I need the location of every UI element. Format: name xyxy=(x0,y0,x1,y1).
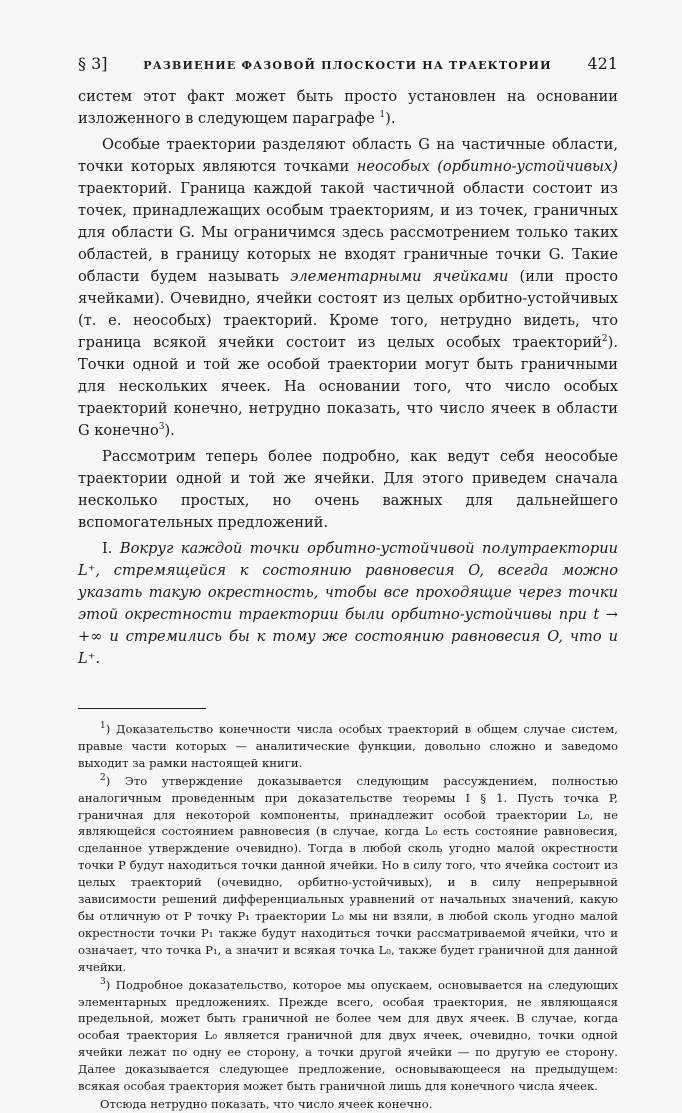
page-number: 421 xyxy=(587,54,618,73)
footnote-3: $^3$) Подробное доказательство, которое мы опускаем, основывается на следующих элементарных предложениях. Прежде всего, особая траектория, не являющаяся предельной, может быть граничной не более чем для двух ячеек. В случае, когда особая траектория L₀ является граничной для двух ячеек, очевидно, точки одной ячейки лежат по одну ее сторону, а точки другой ячейки — по другую ее сторону. Далее доказывается следующее предложение, основывающееся на предыдущем: всякая особая траектория может быть граничной лишь для конечного числа ячеек. xyxy=(78,976,618,1094)
proposition-text: Вокруг каждой точки орбитно-устойчивой полутраектории L⁺, стремящейся к состоянию равновесия O, всегда можно указать такую окрестность, чтобы все проходящие через точки этой окрестности траектории были орбитно-устойчивы при t → +∞ и стремились бы к тому же состоянию равновесия O, что и L⁺. xyxy=(78,540,618,667)
term-elementary-cells: элементарными ячейками xyxy=(290,268,509,285)
proposition-1 xyxy=(78,538,618,670)
footnote-ref-1: 1 xyxy=(379,110,386,121)
footnote-1: $^1$) Доказательство конечности числа особых траекторий в общем случае систем, правые части которых — аналитические функции, довольно сложно и заведомо выходит за рамки настоящей книги. xyxy=(78,721,618,770)
section-label: § 3] xyxy=(78,54,108,73)
footnotes xyxy=(78,721,618,1113)
running-header xyxy=(78,54,618,80)
paragraph-2: Особые траектории разделяют область G на частичные области, точки которых являются точками неособых (орбитно-устойчивых) траекторий. Граница каждой такой частичной области состоит из точек, принадлежащих особым траекториям, и из точек, граничных для области G. Мы ограничимся здесь рассмотрением только таких областей, в границу которых не входят граничные точки G. Такие области будем называть элементарными ячейками (или просто ячейками). Очевидно, ячейки состоят из целых орбитно-устойчивых (т. е. неособых) траекторий. Кроме того, нетрудно видеть, что граница всякой ячейки состоит из целых особых траекторий$^2$). Точки одной и той же особой траектории могут быть граничными для нескольких ячеек. На основании того, что число особых траекторий конечно, нетрудно показать, что число ячеек в области G конечно$^3$). xyxy=(78,136,618,439)
footnote-divider xyxy=(78,708,206,709)
footnote-ref-2: 2 xyxy=(601,334,608,345)
footnote-ref-3: 3 xyxy=(158,422,165,433)
proposition-label: I. xyxy=(102,540,120,557)
footnote-2: $^2$) Это утверждение доказывается следующим рассуждением, полностью аналогичным проведенным при доказательстве теоремы I § 1. Пусть точка P, граничная для некоторой компоненты, принадлежит особой траектории L₀, не являющейся состоянием равновесия (в случае, когда L₀ есть состояние равновесия, сделанное утверждение очевидно). Тогда в любой сколь угодно малой окрестности точки P будут находиться точки данной ячейки. Но в силу того, что ячейка состоит из целых траекторий (очевидно, орбитно-устойчивых), и в силу непрерывной зависимости решений дифференциальных уравнений от начальных значений, какую бы отличную от P точку P₁ траектории L₀ мы ни взяли, в любой сколь угодно малой окрестности точки P₁ также будут находиться точки рассматриваемой ячейки, что и означает, что точка P₁, а значит и всякая точка L₀, также будет граничной для данной ячейки. xyxy=(78,772,618,974)
paragraph-1: систем этот факт может быть просто установлен на основании изложенного в следующем параграфе $^1$). xyxy=(78,88,618,127)
main-text xyxy=(78,86,618,670)
paragraph-3: Рассмотрим теперь более подробно, как ведут себя неособые траектории одной и той же ячейки. Для этого приведем сначала несколько простых, но очень важных для дальнейшего вспомогательных предложений. xyxy=(78,448,618,531)
term-nonsingular: неособых (орбитно-устойчивых) xyxy=(356,158,618,175)
running-title: РАЗВИЕНИЕ ФАЗОВОЙ ПЛОСКОСТИ НА ТРАЕКТОРИИ xyxy=(143,59,552,72)
footnote-3-continued: Отсюда нетрудно показать, что число ячеек конечно. xyxy=(100,1096,433,1111)
